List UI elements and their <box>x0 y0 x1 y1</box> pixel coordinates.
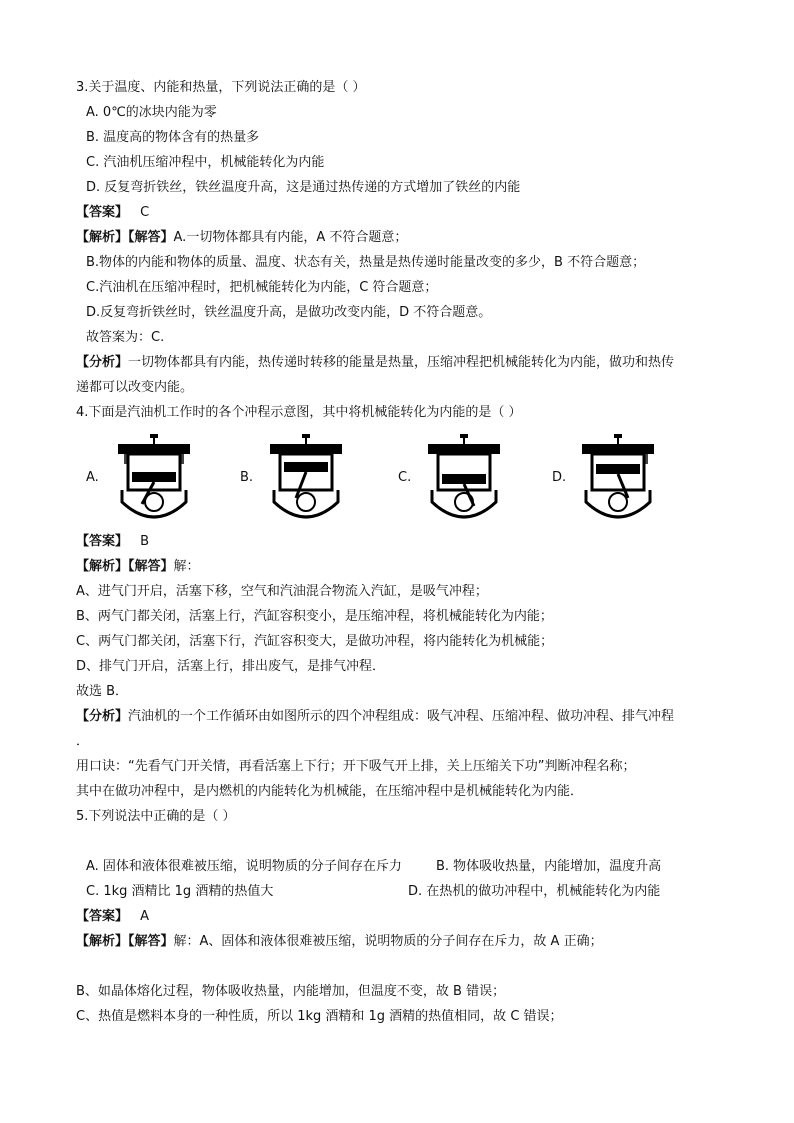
q3-option-c: C. 汽油机压缩冲程中，机械能转化为内能 <box>86 155 325 170</box>
q4-answer-tag: 【答案】 <box>76 534 129 549</box>
q4-fenxi-text-2: ． <box>76 734 90 749</box>
q5-analysis-c: C、热值是燃料本身的一种性质，所以 1kg 酒精和 1g 酒精的热值相同，故 C 错误； <box>76 1009 563 1024</box>
q4-analysis-c: C、两气门都关闭，活塞下行，汽缸容积变大，是做功冲程，将内能转化为机械能； <box>76 634 554 649</box>
q4-analysis-tag: 【解析】【解答】 <box>76 559 174 574</box>
q3-analysis-line-1 <box>76 229 407 247</box>
q4-fenxi-text-3: 用口诀：“先看气门开关情，再看活塞上下行；开下吸气开上排，关上压缩关下功”判断冲程名称； <box>76 759 636 774</box>
q4-option-c-label: C. <box>398 470 412 485</box>
q3-conclusion: 故答案为：C. <box>86 330 165 345</box>
q4-stem: 4.下面是汽油机工作时的各个冲程示意图，其中将机械能转化为内能的是（ ） <box>76 405 522 420</box>
engine-diagram-intake <box>104 432 204 522</box>
q3-option-b: B. 温度高的物体含有的热量多 <box>86 130 260 145</box>
q5-option-c: C. 1kg 酒精比 1g 酒精的热值大 <box>86 884 274 899</box>
q3-fenxi-text-1: 一切物体都具有内能，热传递时转移的能量是热量，压缩冲程把机械能转化为内能，做功和热传 <box>128 355 675 370</box>
q3-analysis-c: C.汽油机在压缩冲程时，把机械能转化为内能，C 符合题意； <box>86 280 438 295</box>
q4-analysis-a: A、进气门开启，活塞下移，空气和汽油混合物流入汽缸，是吸气冲程； <box>76 584 488 599</box>
q4-analysis-head: 解： <box>173 559 200 574</box>
q5-option-b: B. 物体吸收热量，内能增加，温度升高 <box>436 859 662 874</box>
q4-analysis-d: D、排气门开启，活塞上行，排出废气，是排气冲程． <box>76 659 386 674</box>
q5-option-d: D. 在热机的做功冲程中，机械能转化为内能 <box>408 884 661 899</box>
q3-fenxi-tag: 【分析】 <box>76 355 129 370</box>
q5-answer-tag: 【答案】 <box>76 909 129 924</box>
q5-stem: 5.下列说法中正确的是（ ） <box>76 809 236 824</box>
q5-analysis-b: B、如晶体熔化过程，物体吸收热量，内能增加，但温度不变，故 B 错误； <box>76 984 506 999</box>
q5-option-a: A. 固体和液体很难被压缩，说明物质的分子间存在斥力 <box>86 859 402 874</box>
q3-analysis-b: B.物体的内能和物体的质量、温度、状态有关，热量是热传递时能量改变的多少，B 不符合题意； <box>86 255 646 270</box>
q4-fenxi-line-1 <box>76 708 674 726</box>
q4-option-b-label: B. <box>240 470 254 485</box>
q4-option-a-label: A. <box>86 470 99 485</box>
q3-option-d: D. 反复弯折铁丝，铁丝温度升高，这是通过热传递的方式增加了铁丝的内能 <box>86 180 521 195</box>
q3-stem: 3.关于温度、内能和热量，下列说法正确的是（ ） <box>76 80 366 95</box>
q4-answer-line <box>76 533 149 551</box>
q4-analysis-head-line <box>76 558 200 576</box>
q3-analysis-a: A.一切物体都具有内能，A 不符合题意； <box>173 230 408 245</box>
q3-answer-line <box>76 204 149 222</box>
q3-fenxi-line-1 <box>76 354 674 372</box>
q3-analysis-tag: 【解析】【解答】 <box>76 230 174 245</box>
q4-option-d-label: D. <box>552 470 567 485</box>
q3-answer-tag: 【答案】 <box>76 205 129 220</box>
q5-analysis-a: 解：A、固体和液体很难被压缩，说明物质的分子间存在斥力，故 A 正确； <box>173 934 603 949</box>
q5-analysis-head-line <box>76 933 603 951</box>
q3-fenxi-text-2: 递都可以改变内能。 <box>76 380 194 395</box>
q4-conclusion: 故选 B． <box>76 684 129 699</box>
engine-diagram-compression <box>256 432 356 522</box>
engine-diagram-power <box>414 432 514 522</box>
q4-fenxi-text-1: 汽油机的一个工作循环由如图所示的四个冲程组成：吸气冲程、压缩冲程、做功冲程、排气冲程 <box>128 709 675 724</box>
q3-answer-value: C <box>140 205 150 220</box>
q4-answer-value: B <box>140 534 150 549</box>
q4-fenxi-text-4: 其中在做功冲程中，是内燃机的内能转化为机械能，在压缩冲程中是机械能转化为内能． <box>76 784 584 799</box>
q5-analysis-tag: 【解析】【解答】 <box>76 934 174 949</box>
engine-diagram-exhaust <box>568 432 668 522</box>
q5-answer-line <box>76 908 149 926</box>
q4-fenxi-tag: 【分析】 <box>76 709 129 724</box>
q4-analysis-b: B、两气门都关闭，活塞上行，汽缸容积变小，是压缩冲程，将机械能转化为内能； <box>76 609 553 624</box>
q3-option-a: A. 0℃的冰块内能为零 <box>86 105 217 120</box>
q3-analysis-d: D.反复弯折铁丝时，铁丝温度升高，是做功改变内能，D 不符合题意。 <box>86 305 492 320</box>
q5-answer-value: A <box>140 909 150 924</box>
